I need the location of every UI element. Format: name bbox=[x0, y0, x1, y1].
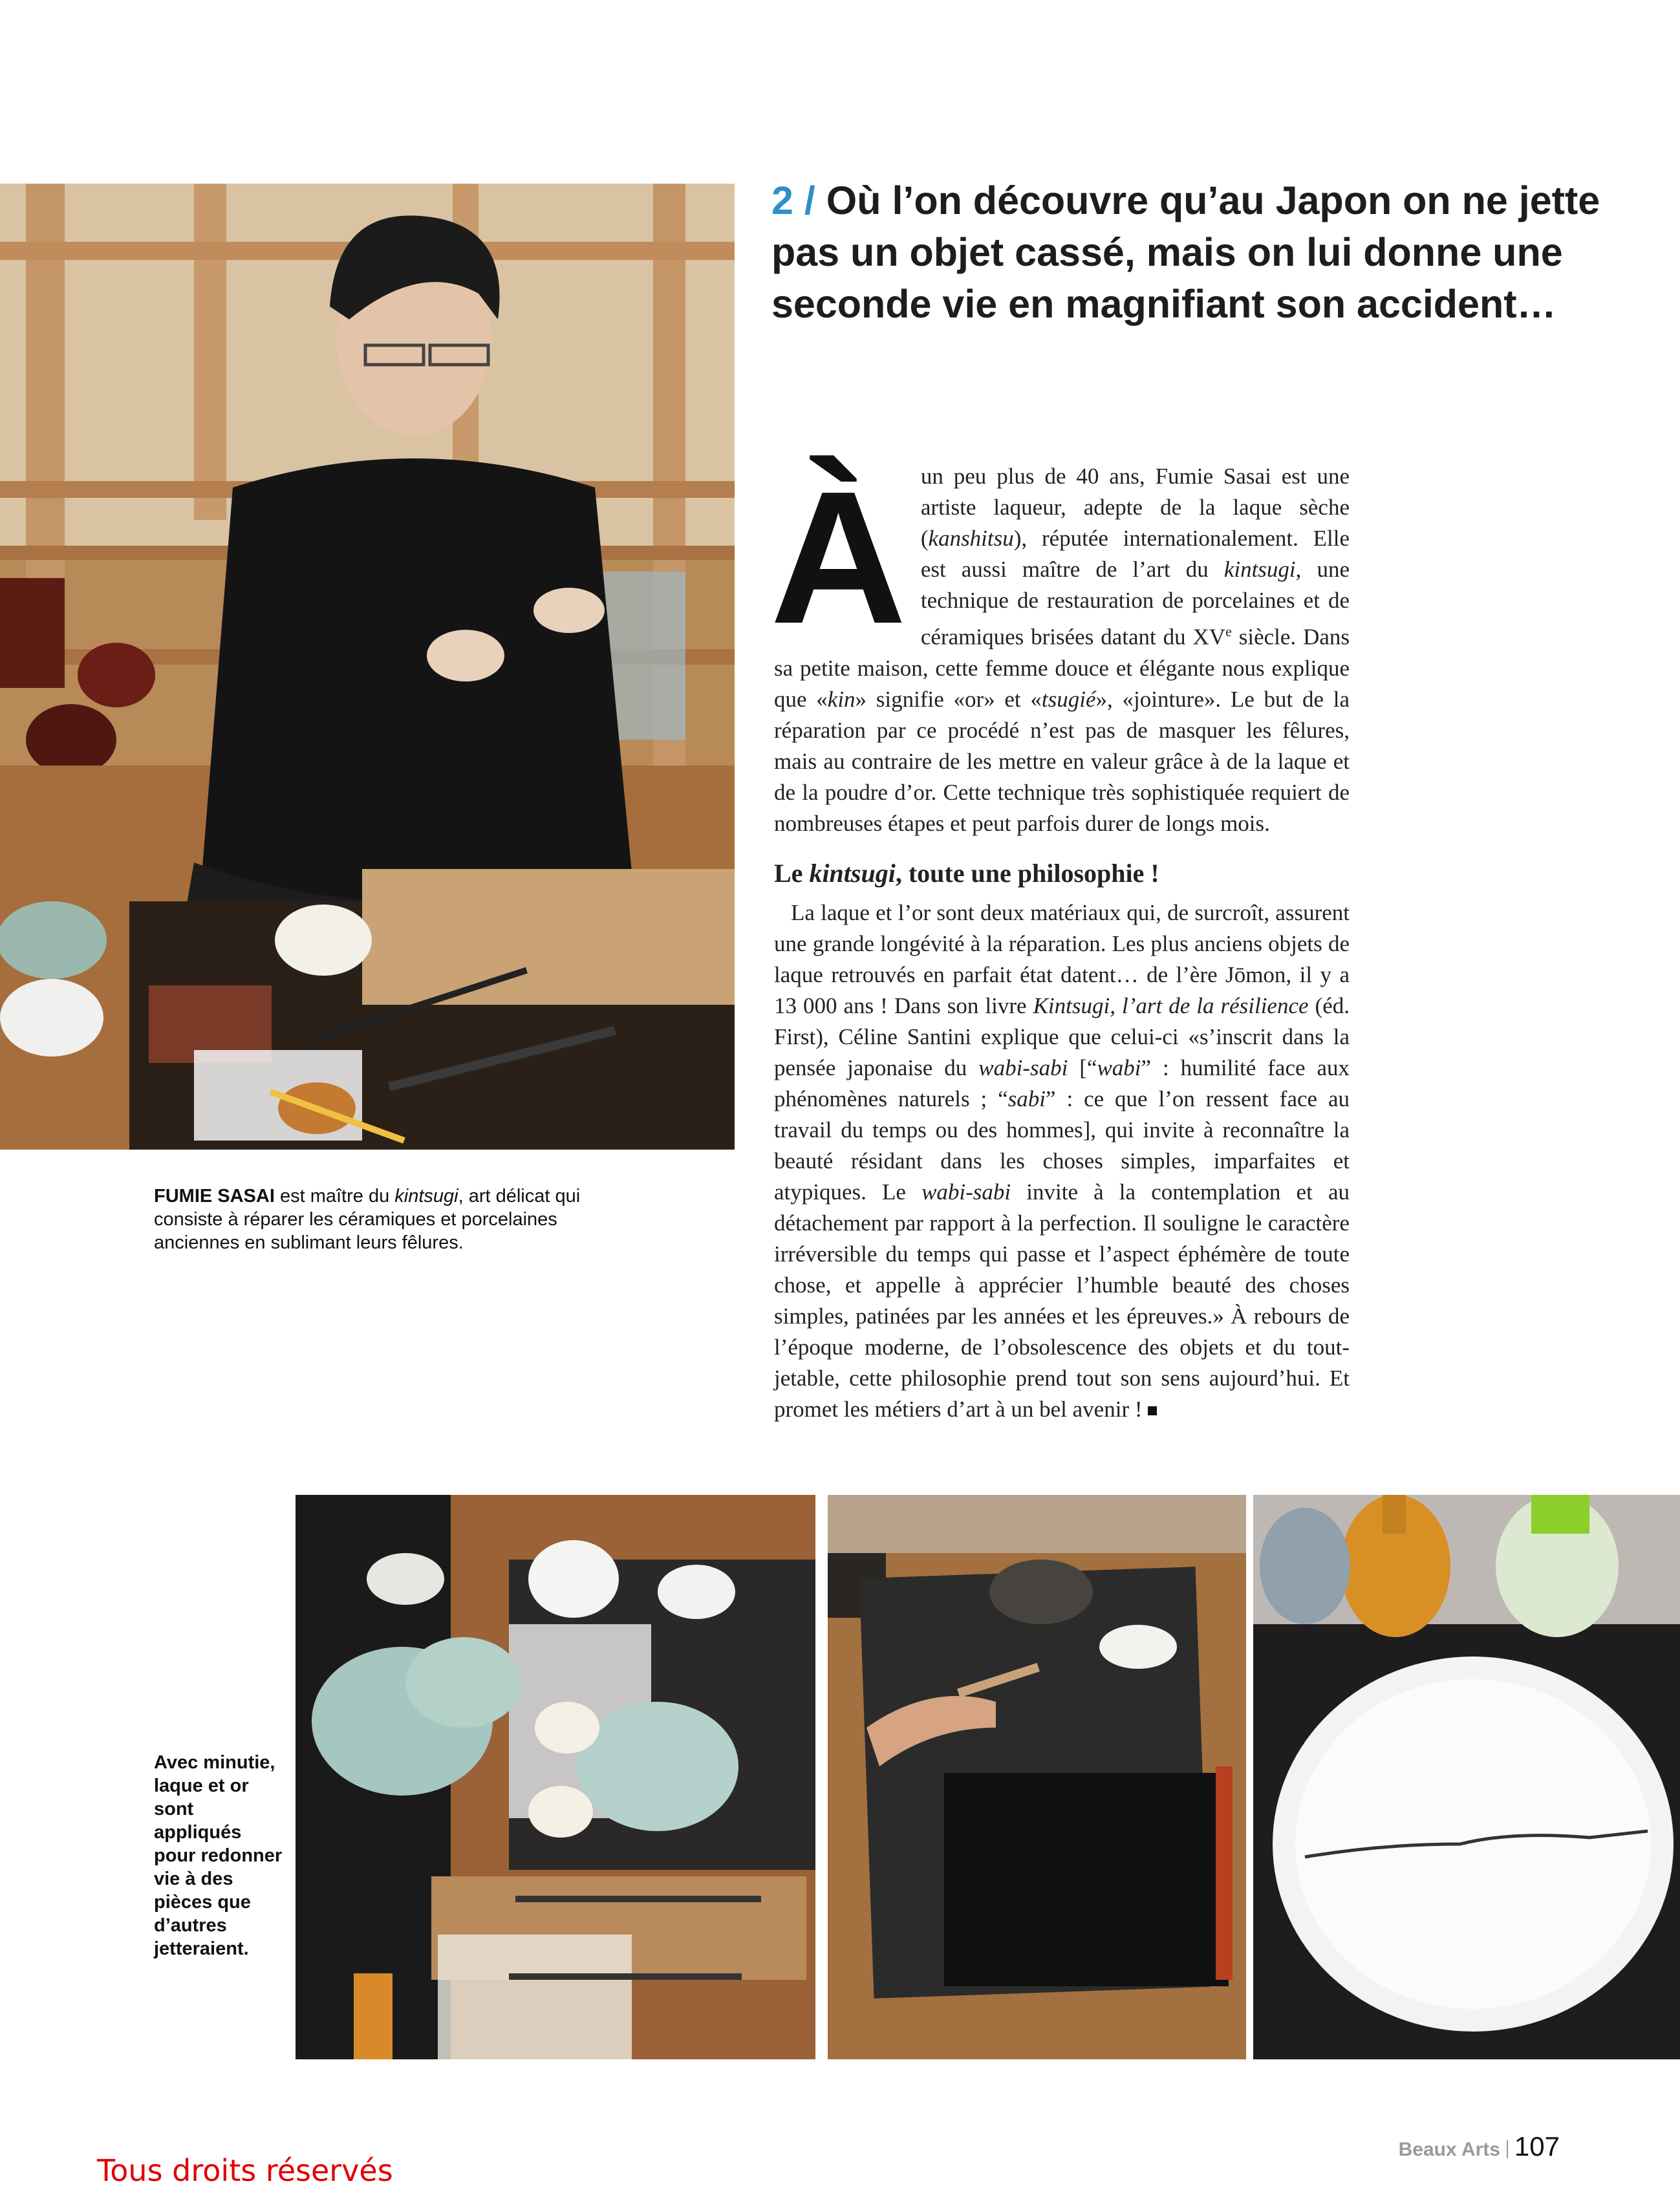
text-run: un peu plus de 40 ans, Fumie Sasai est une artiste laqueur, adepte de la laque sèche ( bbox=[920, 464, 1350, 551]
italic-term: wabi-sabi bbox=[921, 1179, 1011, 1205]
text-run: Le bbox=[774, 858, 810, 888]
main-photo-caption bbox=[154, 1185, 645, 1254]
bottom-photos-caption: Avec minutie, laque et or sont appliqués pour redonner vie à des pièces que d’autres jetteraient. bbox=[154, 1752, 283, 1959]
magazine-name: Beaux Arts bbox=[1398, 2139, 1500, 2160]
italic-term: wabi bbox=[1097, 1055, 1141, 1080]
article-number: 2 / bbox=[771, 178, 815, 222]
caption-name: FUMIE SASAI bbox=[154, 1186, 275, 1207]
bottom-photo-1 bbox=[296, 1495, 815, 2059]
end-mark bbox=[1148, 1406, 1157, 1415]
italic-term: kintsugi bbox=[394, 1186, 458, 1207]
text-run: (éd. First), Céline Santini explique que celui-ci «s’inscrit dans la pensée japonaise du bbox=[774, 992, 1350, 1080]
text-run: ), réputée internationalement. Elle est aussi maître de l’art du bbox=[920, 526, 1350, 582]
text-run: La laque et l’or sont deux matériaux qui, de surcroît, assurent une grande longévité à la réparation. Les plus anciens objets de laque retrouvés en parfait état datent… de l’ère Jōmon, il y a 13 000 ans ! Dans son livre bbox=[774, 899, 1350, 1018]
photo-lacquer-board bbox=[828, 1495, 1246, 2059]
photo-overhead-bowls bbox=[296, 1495, 815, 2059]
main-photo bbox=[0, 184, 735, 1150]
italic-term: sabi bbox=[1007, 1086, 1046, 1111]
rights-notice: Tous droits réservés bbox=[97, 2153, 393, 2188]
page-folio bbox=[1399, 2131, 1560, 2162]
text-run: » signifie «or» et « bbox=[855, 686, 1042, 712]
text-run: ” : humilité face aux phénomènes naturels ; “ bbox=[774, 1055, 1350, 1111]
text-run: », «jointure». Le but de la réparation par ce procédé n’est pas de masquer les fêlures, mais au contraire de les mettre en valeur grâce à de la laque et de la poudre d’or. Cette technique très sophistiquée requiert de nombreuses étapes et peut parfois durer de longs mois. bbox=[774, 686, 1350, 836]
photo-white-bowl bbox=[1253, 1495, 1680, 2059]
folio-separator bbox=[1507, 2140, 1508, 2158]
italic-term: kin bbox=[827, 686, 856, 712]
bottom-photo-2 bbox=[828, 1495, 1246, 2059]
text-run: [“ bbox=[1068, 1055, 1097, 1080]
text-run: , toute une philosophie ! bbox=[895, 858, 1159, 888]
article-headline bbox=[771, 175, 1664, 330]
text-run: est maître du bbox=[274, 1186, 395, 1207]
text-run: ” : ce que l’on ressent face au travail du temps ou des hommes], qui invite à reconnaître la beauté résidant dans les choses simples, imparfaites et atypiques. Le bbox=[774, 1086, 1350, 1205]
drop-cap: À bbox=[770, 452, 907, 663]
italic-term: wabi-sabi bbox=[978, 1055, 1068, 1080]
headline-text: Où l’on découvre qu’au Japon on ne jette pas un objet cassé, mais on lui donne une seconde vie en magnifiant son accident… bbox=[771, 178, 1600, 326]
italic-term: kintsugi bbox=[809, 858, 896, 888]
text-run: siècle. Dans sa petite maison, cette femme douce et élégante nous explique que « bbox=[774, 624, 1350, 712]
page-number: 107 bbox=[1514, 2131, 1560, 2161]
text-run: , une technique de restauration de porcelaines et de céramiques brisées datant du XV bbox=[920, 557, 1350, 650]
italic-term: tsugié bbox=[1041, 686, 1096, 712]
book-title: Kintsugi, l’art de la résilience bbox=[1033, 992, 1309, 1018]
photo-woman-kintsugi bbox=[0, 184, 735, 1150]
paragraph-philosophy bbox=[774, 897, 1350, 1425]
section-subhead bbox=[774, 857, 1350, 890]
bottom-photo-3 bbox=[1253, 1495, 1680, 2059]
italic-term: kintsugi bbox=[1223, 557, 1296, 582]
text-run: invite à la contemplation et au détachement par rapport à la perfection. Il souligne le caractère irréversible du temps qui passe et l’aspect éphémère de toute chose, et appelle à apprécier l’humble beauté des choses simples, patinées par les années et les épreuves.» À rebours de l’époque moderne, de l’obsolescence des objets et du tout-jetable, cette philosophie prend tout son sens aujourd’hui. Et promet les métiers d’art à un bel avenir ! bbox=[774, 1179, 1350, 1422]
italic-term: kanshitsu bbox=[928, 526, 1014, 551]
text-run: , art délicat qui consiste à réparer les céramiques et porcelaines anciennes en sublimant leurs fêlures. bbox=[154, 1186, 581, 1253]
article-body bbox=[770, 452, 1350, 1425]
superscript: e bbox=[1225, 623, 1232, 639]
